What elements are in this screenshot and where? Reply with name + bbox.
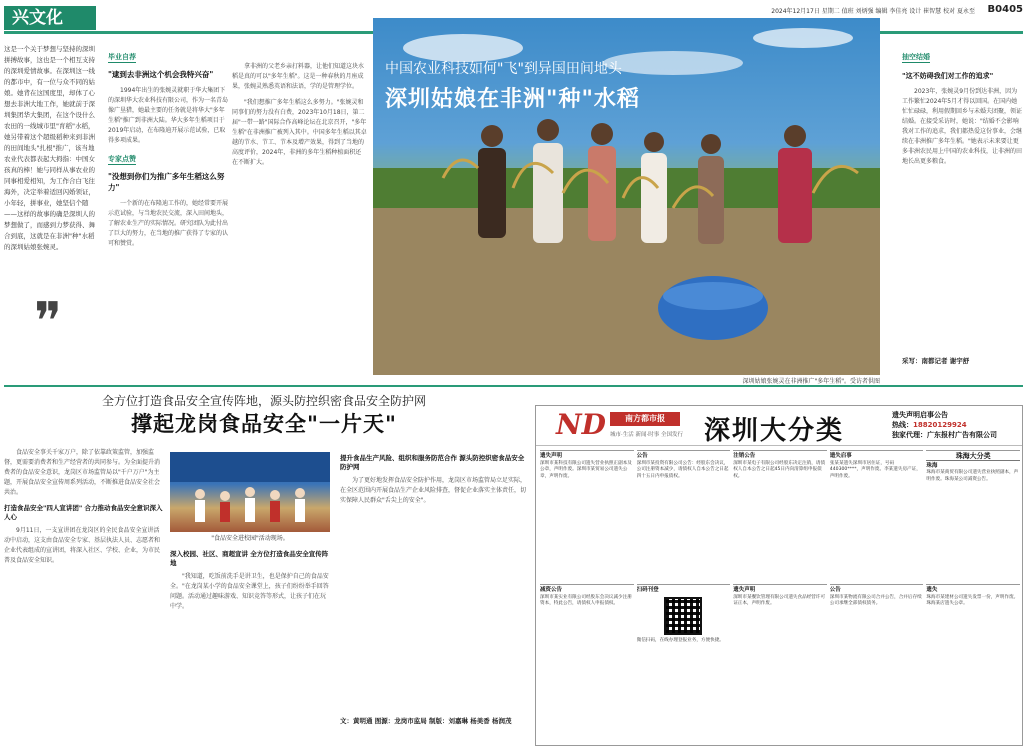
food-credit: 文：黄明通 图源：龙岗市监局 制版：刘嘉琳 杨美香 杨润茂 [340, 717, 512, 725]
ad-head: 遗失声明 [733, 587, 756, 593]
ad-head: 遗失 [926, 587, 938, 593]
newspaper-logo: ND [556, 408, 606, 441]
subsection-head: "逮到去非洲这个机会我特兴奋" [108, 70, 214, 79]
feature-body: 拿非洲的父老乡亲打料器，让他们知道这块水稻是真的可以"多年生稻"。这是一种春秋的月座成果，张婉灵熟悉英语和法语，学的是管理学位。 [232, 63, 365, 90]
food-body: "我知道，吃饭前洗手是讲卫生，也是保护自己的食品安全。"在龙岗某小学的食品安全课堂上，孩子们纷纷举手回答问题。活动通过趣味游戏、知识竞答等形式，让孩子们在玩中学。 [170, 573, 329, 610]
food-photo-caption: "食品安全进校园"活动现场。 [211, 535, 289, 542]
hotline-label: 遗失声明启事公告 [892, 411, 948, 419]
section-logo: 兴文化 [4, 6, 96, 30]
classifieds-grid [540, 450, 1020, 742]
zhuhai-head: 珠海大分类 [926, 453, 1020, 461]
newspaper-name: 南方都市报 [610, 412, 680, 426]
feature-column-2 [232, 62, 367, 392]
ad-head: 减资公告 [540, 587, 563, 593]
subsection-tag: 专家点赞 [108, 155, 136, 163]
header-meta: 2024年12月17日 星期二 值班 刘炳强 编辑 李佳亮 设计 崔智慧 校对 夏永至 [771, 8, 975, 15]
subsection-tag: 抽空结婚 [902, 53, 930, 61]
food-intro: 食品安全事关千家万户，除了依靠政策监管，加强监督，更需要消费者和生产经营者的共同参与。为全面提升消费者的食品安全意识，龙岗区市场监管局以"千户万户"为主题，开展食品安全宣传周系列活动，不断推进食品安全社会共治。 [4, 449, 161, 496]
hotline-agent: 独家代理：广东报村广告有限公司 [892, 431, 997, 439]
food-body: 为了更好地发挥食品安全防护作用，龙岗区市场监管局立足实际，在全区范围内开展食品生产企业风险排查，督促企业落实主体责任，切实保障人民群众"舌尖上的安全"。 [340, 477, 527, 504]
ad-text: 微信扫码，在线办理登报业务，方便快捷。 [636, 637, 724, 643]
feature-body: 一个新的在布隆迪工作的，她经常要开展示范试验，与当地农民交流，深入田间地头，了解农业生产的实际情况。研究团队为此付出了巨大的努力，在当地的推广获得了专家的认可和赞赏。 [108, 200, 228, 247]
hotline-phone: 18820129924 [913, 421, 967, 429]
feature-body: "我们想推广多年生稻这么多努力。"张婉灵和同事们的努力没有白费，2023年10月18日，第二届"一带一路"国际合作高峰论坛在北京召开，"多年生稻"在非洲推广被列入其中。中国多年生稻以其卓越的节水、节工、节本及增产效果，得到了当地的高度评价，2024年，非洲的多年生稻种植面积还在不断扩大。 [232, 99, 367, 166]
hotline-phone-label: 热线： [892, 421, 913, 429]
ad-cell [540, 450, 634, 581]
ad-text: 深圳市某电子有限公司经股东决定注销，请债权人自本公告之日起45日内向清算组申报债权。 [733, 460, 826, 479]
ad-text: 珠海市某建材公司遗失发票一份，声明作废。珠海某店遗失公章。 [926, 594, 1019, 606]
ad-head: 珠海 [926, 462, 938, 469]
subsection-head: "没想到你们为推广多年生稻这么努力" [108, 172, 225, 192]
feature-kicker: 中国农业科技如何"飞"到异国田间地头 [385, 61, 622, 77]
ad-cell [637, 584, 731, 742]
qr-code-icon[interactable] [664, 597, 702, 635]
lead-text: 这是一个关于梦想与坚持的深圳拼搏故事，这也是一个相互支持的深圳爱情故事。在深圳这一线的都市中，有一位与众不同的姑娘。她背在这国度里，却体了心想去非洲大地工作，她就前于深圳集团华大集团，在这个设什么农田的一线城市里"育稻"水稻，她另带着这个超级稻种来到非洲的田间地头"扎根"推广，该当地农业代表都表起大拇指：中国女孩真的棒！她与同样从事农业的同事相爱相知，为工作合白飞往海外，决定举着适回闪婚领证，小年轻，拼事业，她坚信个随——这样的故事的确是深圳人的梦想做了，而感到力梦获得、舞合到底，这就是在非洲"种"水稻的深圳姑娘张婉灵。 [4, 45, 95, 251]
food-photo [170, 452, 330, 532]
ad-cell [830, 450, 924, 581]
feature-title: 深圳姑娘在非洲"种"水稻 [385, 87, 640, 112]
hotline-block [892, 410, 997, 440]
quote-mark-icon: ❞ [34, 292, 62, 352]
hotline-phone-row [892, 420, 997, 430]
ad-head: 遗失启事 [829, 453, 852, 459]
food-column-1 [4, 448, 164, 746]
ad-cell [733, 450, 827, 581]
section-divider [4, 385, 1023, 387]
page-number: B0405 [987, 4, 1023, 15]
ad-head: 公告 [829, 587, 841, 593]
section-head: 提升食品生产风险、组织和服务防范合作 源头防控织密食品安全防护网 [340, 454, 525, 471]
feature-photo [373, 18, 880, 375]
ad-text: 深圳市某投资有限公司公告：经股东会决议，公司注册资本减少，请债权人自本公告之日起四十五日内申报债权。 [636, 460, 729, 479]
ad-cell [540, 584, 634, 742]
subsection-head: "这不妨碍我们对工作的追求" [902, 72, 994, 80]
ad-head: 注销公告 [733, 453, 756, 459]
feature-body: 1994年出生的张婉灵就职于华大集团下的深圳华大农业科技有限公司，作为一名青岛像广垦猎，她最主要的任务就是将华大"多年生稻"推广到非洲大陆。华大多年生稻项目于2019年启动，在布隆迪开展示范试验，已取得多项成果。 [108, 87, 228, 144]
ad-text: 深圳市某餐饮管理有限公司遗失食品经营许可证正本，声明作废。 [733, 594, 826, 606]
newspaper-tagline: 城市·生活 新闻·时事 全国发行 [610, 432, 683, 438]
ad-cell [733, 584, 827, 742]
feature-body: 2023年，张婉灵9月份到达非洲，因为工作繁忙2024年5月才得以回国。在国内她忙忙碌碌，利用假期回乡与未婚夫团聚，领证结婚。在接受采访时，她说："结婚不会影响我对工作的追求，我们都热爱这份事业，会继续在非洲推广多年生稻。"她表示未来要让更多非洲农民用上中国的农业科技，让非洲的田地长出更多粮食。 [902, 88, 1023, 165]
byline: 采写：南都记者 谢宇舒 [902, 357, 970, 365]
food-title: 撑起龙岗食品安全"一片天" [131, 411, 397, 436]
photo-caption: 深圳姑娘张婉灵在非洲推广"多年生稻"。受访者供图 [742, 378, 880, 385]
section-head: 打造食品安全"四人宣讲团" 合力推动食品安全意识深入人心 [4, 504, 163, 521]
ad-cell [830, 584, 924, 742]
ad-text: 深圳市某科技有限公司遗失营业执照正副本及公章，声明作废。深圳市某贸易公司遗失公章，声明作废。 [540, 460, 632, 479]
ad-text: 张某某遗失深圳市居住证，号码440300****，声明作废。李某遗失房产证，声明作废。 [829, 460, 921, 479]
ad-head: 公告 [636, 453, 648, 459]
ad-text: 深圳市某物流有限公司合并公告，合并后存续公司承继全部债权债务。 [829, 594, 922, 606]
ad-text: 深圳市某实业有限公司经股东会决议减少注册资本，特此公告，请债权人申报债权。 [540, 594, 632, 606]
food-kicker: 全方位打造食品安全宣传阵地，源头防控织密食品安全防护网 [101, 394, 426, 408]
event-illustration [170, 452, 330, 532]
classifieds-header [536, 406, 1023, 446]
ad-cell [637, 450, 731, 581]
subsection-tag: 毕业自荐 [108, 53, 136, 61]
ad-cell [926, 450, 1020, 581]
ad-head: 扫码刊登 [636, 587, 659, 593]
food-column-2 [170, 544, 330, 746]
food-column-3 [340, 448, 528, 712]
food-body: 9月11日，一支宣讲团在龙岗区的全民食品安全宣讲活动中启动，这支由食品安全专家、基层执法人员、志愿者和企业代表组成的宣讲团，将深入社区、学校、企业，为市民普及食品安全知识。 [4, 527, 161, 564]
feature-column-1 [108, 44, 228, 374]
classifieds-title: 深圳大分类 [704, 416, 845, 446]
ad-head: 遗失声明 [540, 453, 563, 459]
right-column [902, 44, 1023, 374]
section-head: 深入校园、社区、商超宣讲 全方位打造食品安全宣传阵地 [170, 550, 329, 567]
ad-cell [926, 584, 1020, 742]
classifieds-block [535, 405, 1023, 746]
ad-text: 珠海市某商贸有限公司遗失营业执照副本，声明作废。珠海某公司减资公告。 [926, 470, 1019, 482]
